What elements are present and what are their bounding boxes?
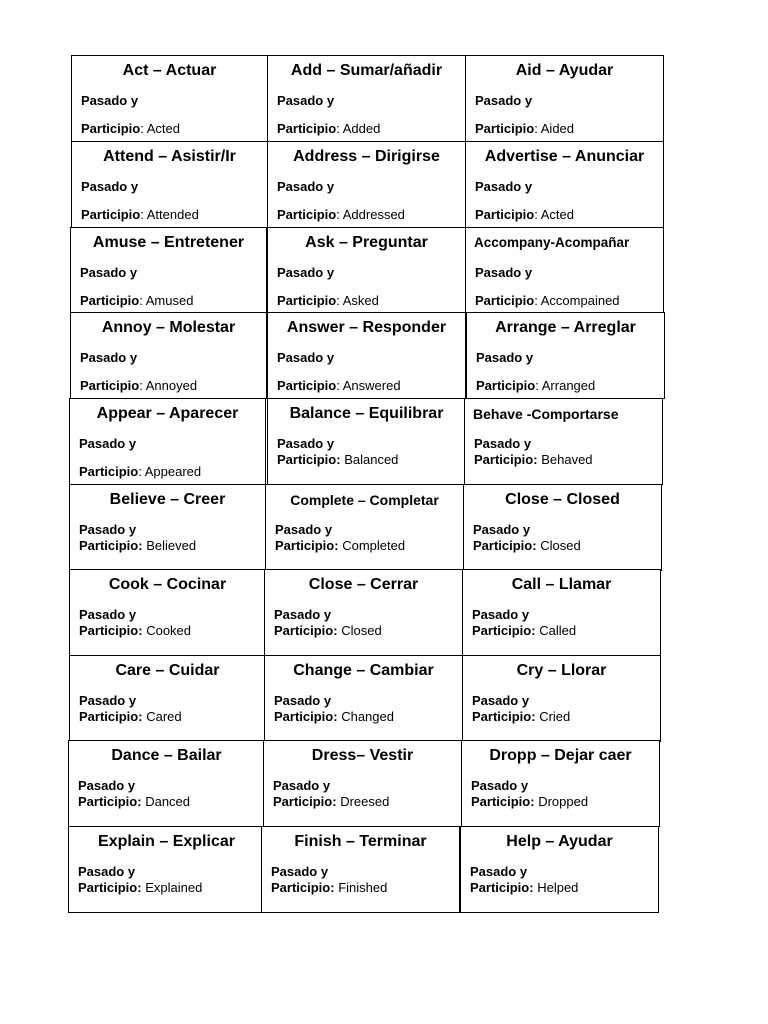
pasado-label: Pasado y	[277, 179, 335, 194]
participio-line: Participio: Dropped	[471, 794, 589, 809]
pasado-label: Pasado y	[79, 522, 137, 537]
verb-card-act	[71, 55, 268, 142]
verb-card-ask	[267, 227, 466, 314]
pasado-label: Pasado y	[271, 864, 329, 879]
verb-title: Accompany-Acompañar	[474, 235, 630, 250]
participio-label: Participio	[275, 538, 335, 553]
participle-value: Cooked	[146, 623, 192, 638]
pasado-label: Pasado y	[471, 778, 529, 793]
participio-label: Participio	[79, 464, 139, 479]
verb-card-dance	[68, 740, 265, 827]
participio-line: Participio: Appeared	[79, 464, 202, 479]
verb-card-close	[463, 484, 662, 571]
verb-card-dress	[263, 740, 462, 827]
participle-value: Called	[539, 623, 577, 638]
participio-label: Participio	[78, 880, 138, 895]
participio-label: Participio	[475, 207, 535, 222]
participio-line: Participio: Acted	[475, 207, 575, 222]
participio-label: Participio	[476, 378, 536, 393]
participle-value: Accompained	[540, 293, 620, 308]
participio-label: Participio	[472, 623, 532, 638]
pasado-label: Pasado y	[476, 350, 534, 365]
participio-label: Participio	[81, 207, 141, 222]
pasado-label: Pasado y	[277, 93, 335, 108]
verb-title: Help – Ayudar	[506, 833, 613, 850]
participle-value: Closed	[341, 623, 382, 638]
verb-title: Complete – Completar	[290, 492, 439, 508]
verb-title: Dress– Vestir	[311, 747, 414, 764]
verb-title: Finish – Terminar	[294, 833, 427, 850]
verb-card-attend	[71, 141, 268, 228]
participio-line: Participio: Completed	[275, 538, 406, 553]
verb-card-add	[267, 55, 466, 142]
participio-label: Participio	[81, 121, 141, 136]
participio-line: Participio: Closed	[274, 623, 382, 638]
participio-label: Participio	[277, 293, 337, 308]
pasado-label: Pasado y	[472, 607, 530, 622]
verb-title: Call – Llamar	[511, 576, 612, 593]
participle-value: Added	[342, 121, 381, 136]
pasado-label: Pasado y	[81, 93, 139, 108]
participle-value: Balanced	[344, 452, 399, 467]
pasado-label: Pasado y	[277, 350, 335, 365]
participio-label: Participio	[473, 538, 533, 553]
participle-value: Danced	[145, 794, 191, 809]
verb-title: Close – Closed	[505, 491, 620, 508]
verb-card-call	[462, 569, 661, 656]
verb-title: Advertise – Anunciar	[484, 148, 645, 165]
verb-title: Address – Dirigirse	[293, 148, 440, 165]
participio-line: Participio: Arranged	[476, 378, 596, 393]
participle-value: Changed	[341, 709, 394, 724]
participle-value: Dreesed	[340, 794, 390, 809]
verb-card-amuse	[70, 227, 267, 314]
participio-line: Participio: Explained	[78, 880, 203, 895]
participio-line: Participio: Accompained	[475, 293, 620, 308]
verb-title: Answer – Responder	[286, 319, 447, 336]
participio-label: Participio	[277, 378, 337, 393]
participio-label: Participio	[271, 880, 331, 895]
participio-line: Participio: Cried	[472, 709, 571, 724]
verb-title: Close – Cerrar	[308, 576, 419, 593]
verb-card-finish	[261, 826, 460, 913]
participio-line: Participio: Aided	[475, 121, 575, 136]
verb-card-care	[69, 655, 266, 742]
participio-label: Participio	[277, 207, 337, 222]
participio-label: Participio	[277, 121, 337, 136]
participio-line: Participio: Amused	[80, 293, 194, 308]
participle-value: Finished	[338, 880, 388, 895]
verb-title: Annoy – Molestar	[101, 319, 236, 336]
verb-title: Cook – Cocinar	[108, 576, 227, 593]
participio-label: Participio	[79, 538, 139, 553]
verb-card-balance	[267, 398, 466, 485]
verb-card-accompany	[465, 227, 664, 314]
participio-line: Participio: Finished	[271, 880, 388, 895]
pasado-label: Pasado y	[475, 179, 533, 194]
verb-title: Dropp – Dejar caer	[489, 747, 632, 764]
participio-label: Participio	[474, 452, 534, 467]
participle-value: Acted	[146, 121, 181, 136]
pasado-label: Pasado y	[80, 265, 138, 280]
participle-value: Dropped	[538, 794, 589, 809]
participio-line: Participio: Danced	[78, 794, 191, 809]
verb-title: Cry – Llorar	[516, 662, 607, 679]
pasado-label: Pasado y	[277, 265, 335, 280]
verb-title: Aid – Ayudar	[515, 62, 614, 79]
verb-title: Attend – Asistir/Ir	[103, 148, 236, 165]
pasado-label: Pasado y	[474, 436, 532, 451]
verb-card-arrange	[466, 312, 665, 399]
pasado-label: Pasado y	[274, 607, 332, 622]
participle-value: Closed	[540, 538, 581, 553]
verb-card-appear	[69, 398, 266, 485]
pasado-label: Pasado y	[274, 693, 332, 708]
verb-card-cook	[69, 569, 266, 656]
verb-title: Care – Cuidar	[115, 662, 220, 679]
participio-line: Participio: Balanced	[277, 452, 399, 467]
participio-line: Participio: Believed	[79, 538, 197, 553]
verb-card-behave	[464, 398, 663, 485]
participio-line: Participio: Addressed	[277, 207, 405, 222]
participle-value: Acted	[540, 207, 575, 222]
participle-value: Appeared	[144, 464, 202, 479]
participio-line: Participio: Helped	[470, 880, 579, 895]
verb-card-explain	[68, 826, 265, 913]
verb-title: Ask – Preguntar	[305, 234, 428, 251]
participle-value: Addressed	[342, 207, 405, 222]
participio-line: Participio: Attended	[81, 207, 199, 222]
participio-label: Participio	[274, 709, 334, 724]
pasado-label: Pasado y	[473, 522, 531, 537]
verb-title: Believe – Creer	[109, 491, 226, 508]
verb-title: Amuse – Entretener	[92, 234, 245, 251]
verb-title: Explain – Explicar	[98, 833, 235, 850]
participle-value: Cared	[146, 709, 182, 724]
participle-value: Answered	[342, 378, 401, 393]
participio-label: Participio	[475, 121, 535, 136]
participio-line: Participio: Acted	[81, 121, 181, 136]
participle-value: Asked	[342, 293, 379, 308]
pasado-label: Pasado y	[79, 607, 137, 622]
participio-label: Participio	[79, 709, 139, 724]
participio-label: Participio	[471, 794, 531, 809]
pasado-label: Pasado y	[81, 179, 139, 194]
verb-card-address	[267, 141, 466, 228]
participle-value: Attended	[146, 207, 199, 222]
pasado-label: Pasado y	[475, 93, 533, 108]
pasado-label: Pasado y	[273, 778, 331, 793]
participle-value: Arranged	[541, 378, 596, 393]
pasado-label: Pasado y	[79, 436, 137, 451]
verb-title: Act – Actuar	[122, 62, 217, 79]
participio-label: Participio	[80, 293, 140, 308]
participio-line: Participio: Closed	[473, 538, 581, 553]
participle-value: Helped	[537, 880, 579, 895]
verb-title: Behave -Comportarse	[473, 406, 619, 422]
pasado-label: Pasado y	[275, 522, 333, 537]
participle-value: Explained	[145, 880, 203, 895]
pasado-label: Pasado y	[470, 864, 528, 879]
verb-card-dropp	[461, 740, 660, 827]
participio-line: Participio: Asked	[277, 293, 379, 308]
participio-line: Participio: Behaved	[474, 452, 593, 467]
participle-value: Cried	[539, 709, 571, 724]
participio-label: Participio	[274, 623, 334, 638]
verb-title: Change – Cambiar	[293, 662, 434, 679]
verb-title: Add – Sumar/añadir	[290, 62, 443, 79]
verb-card-close	[264, 569, 463, 656]
participle-value: Aided	[540, 121, 575, 136]
verb-card-advertise	[465, 141, 664, 228]
verb-title: Dance – Bailar	[111, 747, 222, 764]
pasado-label: Pasado y	[78, 778, 136, 793]
participio-line: Participio: Dreesed	[273, 794, 390, 809]
pasado-label: Pasado y	[79, 693, 137, 708]
participio-line: Participio: Added	[277, 121, 381, 136]
participle-value: Amused	[145, 293, 194, 308]
participio-line: Participio: Cooked	[79, 623, 192, 638]
participio-label: Participio	[277, 452, 337, 467]
verb-card-help	[460, 826, 659, 913]
participio-label: Participio	[470, 880, 530, 895]
participio-label: Participio	[78, 794, 138, 809]
verb-card-complete	[265, 484, 464, 571]
participio-line: Participio: Cared	[79, 709, 182, 724]
pasado-label: Pasado y	[475, 265, 533, 280]
participle-value: Behaved	[541, 452, 593, 467]
participio-line: Participio: Called	[472, 623, 577, 638]
participio-line: Participio: Annoyed	[80, 378, 198, 393]
participio-label: Participio	[472, 709, 532, 724]
verb-title: Appear – Aparecer	[96, 405, 239, 422]
verb-card-change	[264, 655, 463, 742]
verb-title: Balance – Equilibrar	[289, 405, 444, 422]
participle-value: Believed	[146, 538, 197, 553]
participio-label: Participio	[79, 623, 139, 638]
verb-title: Arrange – Arreglar	[495, 319, 636, 336]
verb-card-annoy	[70, 312, 267, 399]
pasado-label: Pasado y	[78, 864, 136, 879]
participio-line: Participio: Answered	[277, 378, 401, 393]
verb-card-aid	[465, 55, 664, 142]
participio-label: Participio	[273, 794, 333, 809]
pasado-label: Pasado y	[80, 350, 138, 365]
pasado-label: Pasado y	[472, 693, 530, 708]
participle-value: Annoyed	[145, 378, 198, 393]
participio-line: Participio: Changed	[274, 709, 394, 724]
participio-label: Participio	[475, 293, 535, 308]
participle-value: Completed	[342, 538, 406, 553]
verb-card-answer	[267, 312, 466, 399]
pasado-label: Pasado y	[277, 436, 335, 451]
verb-card-cry	[462, 655, 661, 742]
participio-label: Participio	[80, 378, 140, 393]
verb-card-believe	[69, 484, 266, 571]
